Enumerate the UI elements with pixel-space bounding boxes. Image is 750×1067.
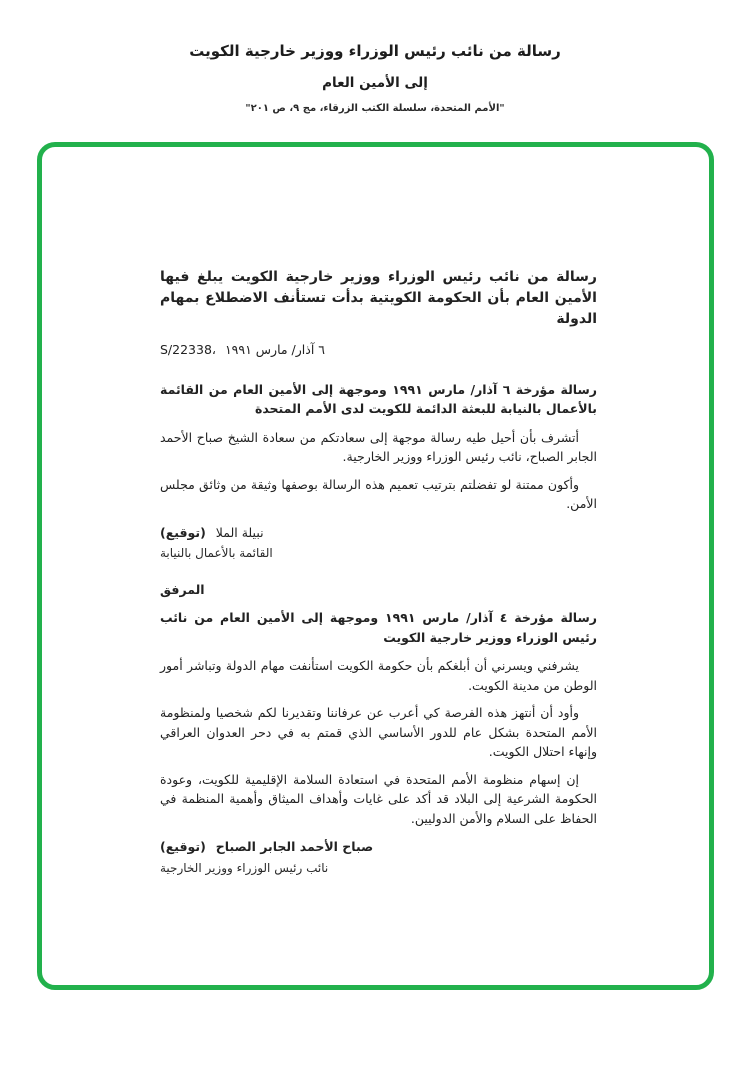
signatory-title: القائمة بالأعمال بالنيابة [160,546,273,560]
signature-line [160,837,597,857]
scanned-letter [160,267,597,894]
signed-label: (توقيع) [160,839,206,854]
annex-paragraph-3: إن إسهام منظومة الأمم المتحدة في استعادة السلامة الإقليمية للكويت، وعودة الحكومة الشرعية إلى البلاد قد أكد على غايات وأهداف الميثاق وأهمية المنظمة في الحفاظ على السلام والأمن الدوليين. [160,771,597,826]
cover-signature-block [160,523,597,564]
annex-paragraph-2: وأود أن أنتهز هذه الفرصة كي أعرب عن عرفاننا وتقديرنا لكم شخصيا ولمنظومة الأمم المتحدة بشكل عام للدور الأساسي الذي قمتم به في دحر العدوان العراقي وإنهاء احتلال الكويت. [160,705,597,759]
letter-heading: رسالة من نائب رئيس الوزراء ووزير خارجية الكويت يبلغ فيها الأمين العام بأن الحكومة الكويتية بدأت تستأنف الاضطلاع بمهام الدولة [160,269,597,327]
annex-label: المرفق [160,581,205,597]
document-symbol: S/22338، [160,342,216,357]
annex-heading: رسالة مؤرخة ٤ آذار/ مارس ١٩٩١ وموجهة إلى الأمين العام من نائب رئيس الوزراء ووزير خارجية الكويت [160,610,597,645]
annex-paragraph-1: يشرفني ويسرني أن أبلغكم بأن حكومة الكويت استأنفت مهام الدولة وتباشر أمور الوطن من مدينة الكويت. [160,658,597,693]
signatory-name: نبيلة الملا [215,524,264,540]
signed-label: (توقيع) [160,524,206,540]
signature-line [160,523,597,543]
page-header [0,42,750,114]
page-subtitle: إلى الأمين العام [322,75,428,91]
signatory-title: نائب رئيس الوزراء ووزير الخارجية [160,860,329,875]
cover-paragraph-1: أتشرف بأن أحيل طيه رسالة موجهة إلى سعادتكم من سعادة الشيخ صباح الأحمد الجابر الصباح، نائب رئيس الوزراء ووزير الخارجية. [160,429,597,464]
annex-signature-block [160,837,597,878]
cover-paragraph-2: وأكون ممتنة لو تفضلتم بترتيب تعميم هذه الرسالة بوصفها وثيقة من وثائق مجلس الأمن. [160,476,597,511]
page-title: رسالة من نائب رئيس الوزراء ووزير خارجية الكويت [189,42,561,60]
signatory-name: صباح الأحمد الجابر الصباح [215,839,374,854]
document-date: ٦ آذار/ مارس ١٩٩١ [224,342,325,357]
document-reference [160,340,597,360]
document-frame [37,142,714,990]
cover-letter-heading: رسالة مؤرخة ٦ آذار/ مارس ١٩٩١ وموجهة إلى الأمين العام من القائمة بالأعمال بالنيابة للبعثة الدائمة للكويت لدى الأمم المتحدة [160,381,597,416]
source-note: "الأمم المتحدة، سلسلة الكتب الزرقاء، مج ٩، ص ٢٠١" [245,103,505,114]
